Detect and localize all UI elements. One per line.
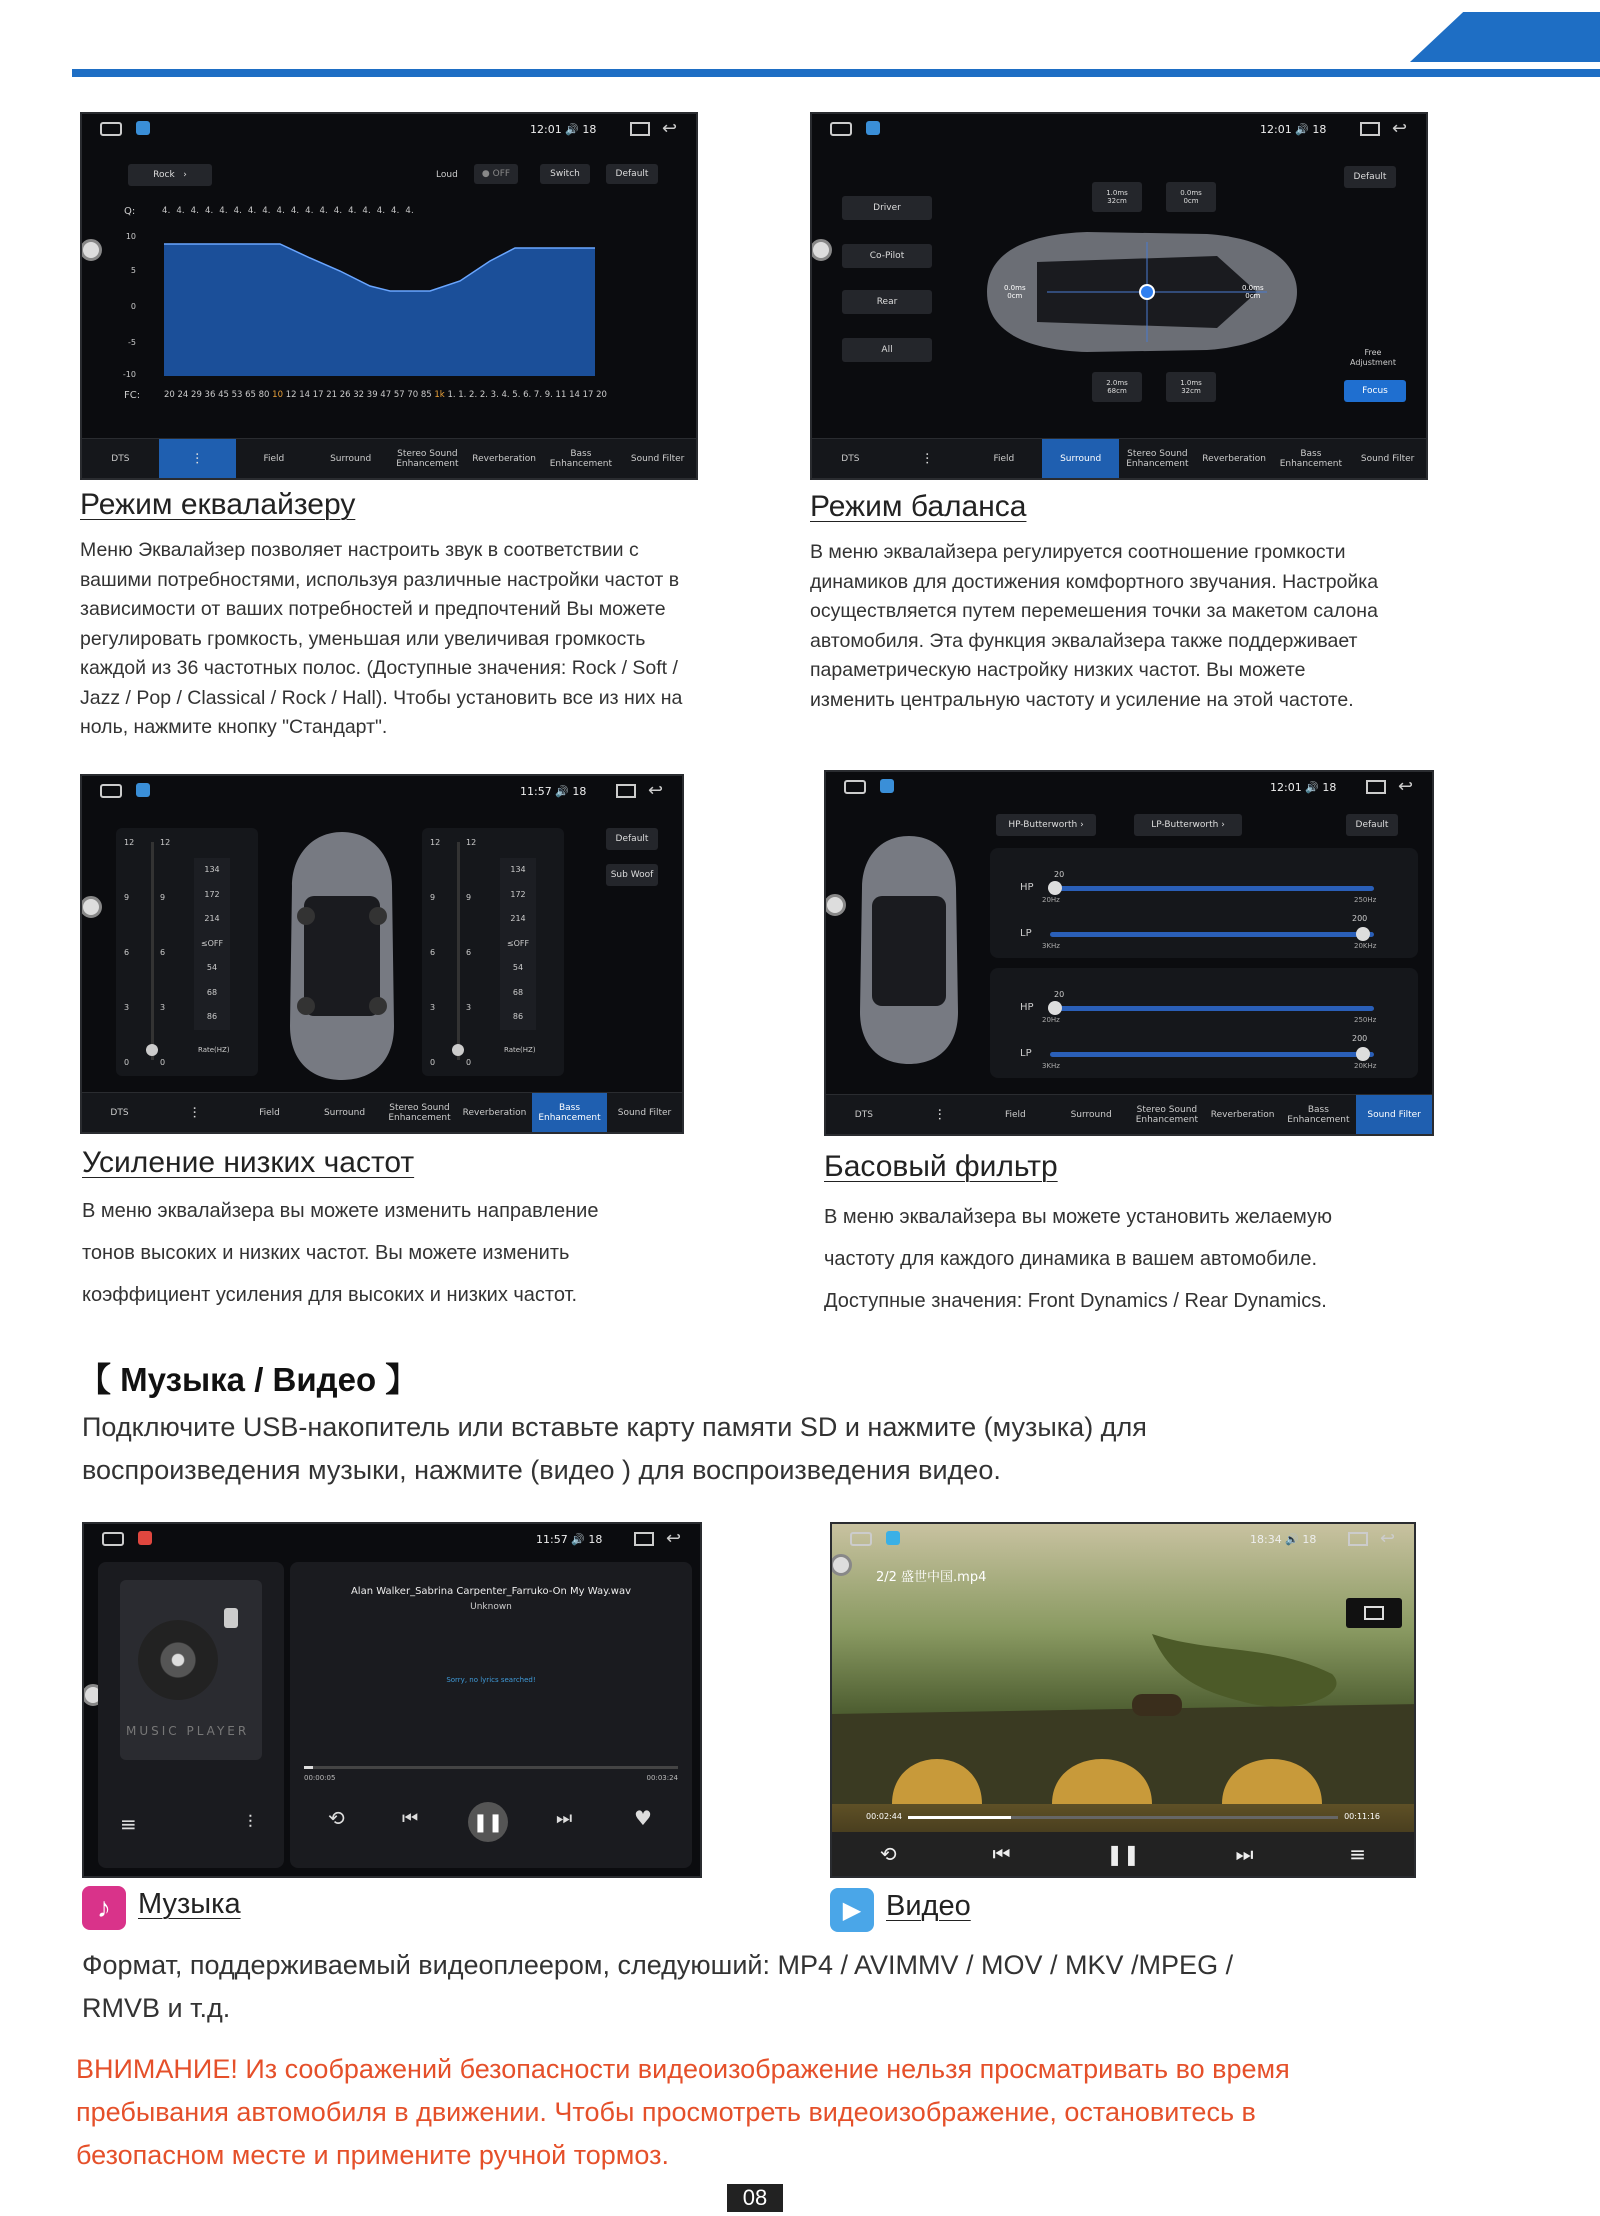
eq-curve[interactable]: [140, 226, 682, 376]
default-button[interactable]: Default: [1344, 166, 1396, 188]
freq-option[interactable]: 214: [510, 914, 526, 923]
y-tick: 10: [125, 232, 136, 241]
delay-readout: 0.0ms 0cm: [1242, 284, 1264, 300]
bass-enhancement-screen: 11:57 🔊 18 ↩ 12 12 9 9 6 6 3 3 0 0 134 172 214 ≤OFF 54 68 86 Rate(HZ) 12 12 9 9 6 6 3 3 0 0 134 172 214 ≤OFF 54 68 86 Rate(HZ) Default Sub Woof DTS ⫶ Field Surround Stereo Sound Enhancement Reverberation Bass Enhancement Sound Filter: [80, 774, 684, 1134]
freq-option[interactable]: 214: [204, 914, 220, 923]
status-volume: 18: [1312, 123, 1327, 136]
warning-text: ВНИМАНИЕ! Из соображений безопасности видеоизображение нельзя просматривать во время пребывания автомобиля в движении. Чтобы просмотреть видеоизображение, остановитесь в безопасном месте и примените ручной тормоз.: [76, 2054, 1290, 2170]
tab-bass[interactable]: Bass Enhancement: [549, 448, 613, 469]
sound-tab-bar: [82, 438, 696, 478]
status-volume: 18: [582, 123, 597, 136]
free-adjustment-label: Free Adjustment: [1350, 348, 1396, 367]
freq-option[interactable]: 134: [510, 865, 526, 874]
all-button[interactable]: All: [842, 338, 932, 362]
usb-icon: [224, 1608, 238, 1628]
back-icon[interactable]: ↩: [1392, 118, 1408, 139]
favorite-icon[interactable]: ♥: [634, 1806, 652, 1830]
freq-labels: 20 24 29 36 45 53 65 80 10 12 14 17 21 26 32 39 47 57 70 85 1k 1. 1. 2. 2. 3. 4. 5. 6. 7. 9. 11 14 17 20: [164, 390, 607, 400]
status-volume: 18: [1302, 1533, 1317, 1546]
header-tab: [1410, 12, 1600, 62]
tab-sound-filter[interactable]: Sound Filter: [1360, 453, 1415, 464]
sound-tab-bar: [82, 1092, 682, 1132]
previous-icon[interactable]: ⏮: [992, 1842, 1011, 1866]
media-intro: Подключите USB-накопитель или вставьте карту памяти SD и нажмите (музыка) для воспроизведения музыки, нажмите (видео ) для воспроизведения видео.: [82, 1412, 1147, 1485]
tab-dts[interactable]: DTS: [111, 453, 130, 464]
repeat-icon[interactable]: ⟲: [879, 1842, 897, 1866]
section-text: В меню эквалайзера регулируется соотношение громкости динамиков для достижения комфортного звучания. Настройка осуществляется путем перемешения точки за макетом салона автомобиля. Эта функция эквалайзера также поддерживает параметрическую настройку низких частот. Вы можете изменить центральную частоту и усиление на этой частоте.: [810, 541, 1379, 711]
loud-label: Loud: [436, 170, 458, 180]
loud-toggle[interactable]: ● OFF: [474, 164, 518, 184]
fc-label: FC:: [124, 390, 141, 401]
track-panel: [290, 1562, 692, 1868]
window-icon[interactable]: [1360, 122, 1380, 136]
tab-bass[interactable]: Bass Enhancement: [1287, 1104, 1350, 1125]
equalizer-icon: ⫶: [192, 1103, 197, 1122]
y-tick: 5: [130, 266, 136, 275]
video-controls: [832, 1832, 1414, 1876]
hp-slider[interactable]: [1050, 1006, 1374, 1011]
tab-field[interactable]: Field: [263, 453, 285, 464]
album-art: [120, 1580, 262, 1760]
progress-fill: [908, 1816, 1011, 1819]
freq-option[interactable]: ≤OFF: [200, 938, 224, 948]
section-title: Режим баланса: [810, 490, 1027, 523]
tab-bass[interactable]: Bass Enhancement: [532, 1093, 607, 1132]
tab-dts[interactable]: DTS: [841, 453, 860, 464]
status-volume: 18: [572, 785, 587, 798]
section-text: В меню эквалайзера вы можете изменить направление тонов высоких и низких частот. Вы можете изменить коэффициент усиления для высоких и низких частот.: [82, 1200, 599, 1306]
side-handle-icon[interactable]: [810, 239, 832, 261]
pip-icon[interactable]: [1346, 1598, 1402, 1628]
video-filename: 2/2 盛世中国.mp4: [876, 1570, 987, 1585]
status-volume: 18: [1322, 781, 1337, 794]
hp-type-select[interactable]: HP-Butterworth ›: [996, 814, 1096, 836]
freq-option[interactable]: 86: [206, 1012, 218, 1021]
delay-readout: 1.0ms 32cm: [1166, 372, 1216, 402]
back-icon[interactable]: ↩: [666, 1528, 682, 1549]
q-values: 4. 4. 4. 4. 4. 4. 4. 4. 4. 4. 4. 4. 4. 4. 4. 4. 4. 4.: [162, 206, 414, 216]
tab-equalizer[interactable]: [159, 439, 236, 478]
freq-option[interactable]: 172: [204, 889, 220, 899]
tab-field[interactable]: Field: [1004, 1109, 1026, 1120]
delay-readout: 0.0ms 0cm: [1004, 284, 1026, 300]
slider-knob[interactable]: [1356, 927, 1370, 941]
music-app-icon[interactable]: [138, 1531, 152, 1545]
tab-sound-filter[interactable]: Sound Filter: [1356, 1095, 1432, 1134]
subwoof-button[interactable]: Sub Woof: [606, 864, 658, 886]
bluetooth-app-icon[interactable]: [136, 783, 150, 797]
progress-fill: [304, 1766, 313, 1769]
window-icon[interactable]: [630, 122, 650, 136]
filter-panel-rear: HP 20 20Hz 250Hz LP 200 3KHz 20KHz: [990, 968, 1418, 1078]
tab-stereo[interactable]: Stereo Sound Enhancement: [388, 1102, 451, 1123]
default-button[interactable]: Default: [1346, 814, 1398, 836]
home-icon[interactable]: [844, 780, 866, 794]
side-handle-icon[interactable]: [80, 896, 102, 918]
copilot-button[interactable]: Co-Pilot: [842, 244, 932, 268]
media-heading: 【 Музыка / Видео 】: [78, 1361, 419, 1398]
delay-readout: 1.0ms 32cm: [1092, 182, 1142, 212]
bass-panel-right: 12 12 9 9 6 6 3 3 0 0 134 172 214 ≤OFF 54 68 86 Rate(HZ): [422, 828, 564, 1076]
car-top-view: [854, 832, 964, 1068]
delay-readout: 2.0ms 68cm: [1092, 372, 1142, 402]
video-label: Видео: [886, 1890, 971, 1922]
car-top-view: [282, 826, 402, 1086]
freq-option[interactable]: 68: [206, 987, 218, 997]
q-label: Q:: [124, 206, 136, 217]
switch-button[interactable]: Switch: [540, 164, 590, 184]
back-icon[interactable]: ↩: [1398, 776, 1414, 797]
elapsed-time: 00:00:05: [304, 1774, 336, 1782]
total-time: 00:11:16: [1344, 1812, 1380, 1821]
gain-slider-knob[interactable]: [452, 1044, 464, 1056]
total-time: 00:03:24: [646, 1774, 678, 1782]
video-progress-bar[interactable]: [908, 1816, 1338, 1819]
balance-screen: 12:01 🔊 18 ↩ Driver Co-Pilot Rear All Default 1.0ms 32cm 0.0ms 0cm 2.0ms 68cm 1.0ms 32cm 0.0ms 0cm 0.0ms 0cm Free Adjustment Focus DTS ⫶ Field Surround Stereo Sound Enhancement Reverberation Bass Enhancement Sound Filter: [810, 112, 1428, 480]
default-button[interactable]: Default: [606, 164, 658, 184]
back-icon[interactable]: ↩: [648, 780, 664, 801]
back-icon[interactable]: ↩: [662, 118, 678, 139]
equalizer-icon: ⫶: [925, 449, 929, 468]
bluetooth-app-icon[interactable]: [136, 121, 150, 135]
tab-field[interactable]: Field: [259, 1107, 280, 1118]
lp-type-select[interactable]: LP-Butterworth ›: [1134, 814, 1242, 836]
section-text: Меню Эквалайзер позволяет настроить звук в соответствии с вашими потребностями, используя различные настройки частот в зависимости от ваших потребностей и предпочтений Вы можете регулировать громкость, уменьшая или увеличивая громкость каждой из 36 частотных полос. (Доступные значения: Rock / Soft / Jazz / Pop / Classical / Rock / Hall). Чтобы установить все из них на ноль, нажмите кнопку "Стандарт".: [80, 539, 683, 738]
tab-stereo[interactable]: Stereo Sound Enhancement: [1126, 448, 1189, 469]
vinyl-icon: [138, 1620, 218, 1700]
lp-slider[interactable]: [1050, 932, 1374, 937]
freq-option[interactable]: 134: [204, 865, 220, 874]
section-title: Басовый фильтр: [824, 1150, 1058, 1183]
rate-label: Rate(HZ): [198, 1046, 230, 1054]
sound-tab-bar: [812, 438, 1426, 478]
tab-dts[interactable]: DTS: [110, 1107, 129, 1118]
status-time: 11:57: [520, 785, 552, 798]
music-badge-icon: ♪: [82, 1886, 126, 1930]
album-panel: [98, 1562, 284, 1868]
side-handle-icon[interactable]: [830, 1554, 852, 1576]
status-time: 12:01: [1260, 123, 1292, 136]
slider-knob[interactable]: [1048, 1001, 1062, 1015]
music-label: Музыка: [138, 1888, 241, 1920]
video-frame: [832, 1634, 1416, 1804]
y-tick: 0: [130, 302, 136, 311]
tab-equalizer[interactable]: [902, 1095, 978, 1134]
header-rule: [72, 69, 1600, 77]
sound-tab-bar: [826, 1094, 1432, 1134]
equalizer-screen: 12:01 🔊 18 ↩ Rock › Loud ● OFF Switch Default Q: 4. 4. 4. 4. 4. 4. 4. 4. 4. 4. 4. 4. 4. 4. 4. 4. 4. 4. 10 5 0 -5 -10 FC: 20 24 29 36 45 53 65 80 10 12 14 17 21 26 32 39 47 57 70 85 1k 1. 1. 2. 2. 3. 4. 5. 6. 7. 9. 11 14 17 20 DTS ⫶ Field Surround Stereo Sound Enhancement Reverberation Bass Enhancement Sound Filter: [80, 112, 698, 480]
repeat-icon[interactable]: ⟲: [328, 1806, 345, 1830]
menu-icon[interactable]: ≡: [1349, 1842, 1367, 1866]
slider-knob[interactable]: [1048, 881, 1062, 895]
freq-option[interactable]: 86: [512, 1012, 524, 1021]
home-icon[interactable]: [850, 1532, 872, 1546]
tab-stereo[interactable]: Stereo Sound Enhancement: [396, 448, 459, 469]
playlist-icon[interactable]: ≡: [120, 1812, 137, 1836]
tab-surround[interactable]: Surround: [1042, 439, 1119, 478]
next-icon[interactable]: ⏭: [556, 1808, 573, 1829]
tab-surround[interactable]: Surround: [330, 453, 372, 464]
tab-reverberation[interactable]: Reverberation: [472, 453, 536, 464]
window-icon[interactable]: [1348, 1532, 1368, 1546]
tab-reverberation[interactable]: Reverberation: [1210, 1109, 1275, 1120]
side-handle-icon[interactable]: [824, 894, 846, 916]
window-icon[interactable]: [634, 1532, 654, 1546]
gain-slider-knob[interactable]: [146, 1044, 158, 1056]
gain-slider[interactable]: [457, 842, 460, 1060]
freq-option[interactable]: 68: [512, 987, 524, 997]
pause-icon[interactable]: ❚❚: [1106, 1842, 1140, 1866]
filter-panel-front: HP 20 20Hz 250Hz LP 200 3KHz 20KHz: [990, 848, 1418, 958]
progress-bar[interactable]: [304, 1766, 678, 1769]
pause-button[interactable]: ❚❚: [468, 1802, 508, 1842]
tab-sound-filter[interactable]: Sound Filter: [630, 453, 685, 464]
equalizer-icon: ⫶: [195, 449, 199, 468]
tab-reverberation[interactable]: Reverberation: [462, 1107, 527, 1118]
section-text: В меню эквалайзера вы можете установить желаемую частоту для каждого динамика в вашем автомобиле. Доступные значения: Front Dynamics / Rear Dynamics.: [824, 1206, 1333, 1312]
y-tick: -10: [122, 370, 136, 379]
window-icon[interactable]: [1366, 780, 1386, 794]
tab-dts[interactable]: DTS: [854, 1109, 873, 1120]
freq-option[interactable]: ≤OFF: [506, 938, 530, 948]
section-title: Усиление низких частот: [82, 1146, 415, 1179]
freq-option[interactable]: 172: [510, 889, 526, 899]
driver-button[interactable]: Driver: [842, 196, 932, 220]
home-icon[interactable]: [830, 122, 852, 136]
tab-surround[interactable]: Surround: [1070, 1109, 1112, 1120]
equalizer-icon[interactable]: ⫶: [248, 1812, 253, 1833]
tab-equalizer[interactable]: [889, 439, 966, 478]
home-icon[interactable]: [100, 122, 122, 136]
sound-filter-screen: 12:01 🔊 18 ↩ HP-Butterworth › LP-Butterworth › Default HP 20 20Hz 250Hz LP 200 3KHz 20KHz HP 20 20Hz 250Hz LP 200 3KHz 20KHz DTS ⫶ Field Surround Stereo Sound Enhancement Reverberation Bass Enhancement Sound Filter: [824, 770, 1434, 1136]
tab-surround[interactable]: Surround: [323, 1107, 366, 1118]
freq-option[interactable]: 54: [206, 963, 218, 972]
status-time: 11:57: [536, 1533, 568, 1546]
delay-readout: 0.0ms 0cm: [1166, 182, 1216, 212]
next-icon[interactable]: ⏭: [1235, 1842, 1254, 1866]
default-button[interactable]: Default: [606, 828, 658, 850]
status-time: 12:01: [530, 123, 562, 136]
lp-slider[interactable]: [1050, 1052, 1374, 1057]
bluetooth-app-icon[interactable]: [880, 779, 894, 793]
home-icon[interactable]: [100, 784, 122, 798]
status-time: 18:34: [1250, 1533, 1282, 1546]
back-icon[interactable]: ↩: [1380, 1528, 1396, 1549]
rate-label: Rate(HZ): [504, 1046, 536, 1054]
lyrics-status: Sorry, no lyrics searched!: [446, 1676, 536, 1684]
tab-bass[interactable]: Bass Enhancement: [1279, 448, 1343, 469]
y-tick: -5: [128, 338, 136, 347]
tab-stereo[interactable]: Stereo Sound Enhancement: [1135, 1104, 1199, 1125]
tab-sound-filter[interactable]: Sound Filter: [617, 1107, 672, 1118]
elapsed-time: 00:02:44: [866, 1812, 902, 1821]
status-volume: 18: [588, 1533, 603, 1546]
side-handle-icon[interactable]: [80, 239, 102, 261]
hp-slider[interactable]: [1050, 886, 1374, 891]
gain-slider[interactable]: [151, 842, 154, 1060]
focus-button[interactable]: Focus: [1344, 380, 1406, 402]
track-artist: Unknown: [470, 1602, 512, 1612]
video-app-icon[interactable]: [886, 1531, 900, 1545]
status-time: 12:01: [1270, 781, 1302, 794]
video-player-screen: 18:34 🔊 18 ↩ 2/2 盛世中国.mp4 00:02:44 00:11:16 ⟲ ⏮ ❚❚ ⏭ ≡: [830, 1522, 1416, 1878]
section-title: Режим еквалайзеру: [80, 488, 356, 521]
preset-select[interactable]: Rock ›: [128, 164, 212, 186]
formats-text: Формат, поддерживаемый видеоплеером, следуюший: MP4 / AVIMMV / MOV / MKV /MPEG / RMVB и т.д.: [82, 1950, 1234, 2023]
bass-panel-left: 12 12 9 9 6 6 3 3 0 0 134 172 214 ≤OFF 54 68 86 Rate(HZ): [116, 828, 258, 1076]
y-axis: [112, 232, 136, 379]
page-number: 08: [727, 2184, 783, 2212]
tab-field[interactable]: Field: [993, 453, 1015, 464]
bluetooth-app-icon[interactable]: [866, 121, 880, 135]
freq-option[interactable]: 54: [512, 963, 524, 972]
video-badge-icon: ▶: [830, 1888, 874, 1932]
previous-icon[interactable]: ⏮: [402, 1808, 419, 1829]
window-icon[interactable]: [616, 784, 636, 798]
slider-knob[interactable]: [1356, 1047, 1370, 1061]
track-title: Alan Walker_Sabrina Carpenter_Farruko-On My Way.wav: [350, 1586, 632, 1597]
home-icon[interactable]: [102, 1532, 124, 1546]
equalizer-icon: ⫶: [937, 1105, 942, 1124]
tab-equalizer[interactable]: [157, 1093, 232, 1132]
rear-button[interactable]: Rear: [842, 290, 932, 314]
tab-reverberation[interactable]: Reverberation: [1202, 453, 1266, 464]
music-player-label: MUSIC PLAYER: [126, 1724, 250, 1738]
music-player-screen: 11:57 🔊 18 ↩ MUSIC PLAYER ≡ ⫶ Alan Walker_Sabrina Carpenter_Farruko-On My Way.wav Unknown Sorry, no lyrics searched! 00:00:05 00:03:24 ⟲ ⏮ ❚❚ ⏭ ♥: [82, 1522, 702, 1878]
